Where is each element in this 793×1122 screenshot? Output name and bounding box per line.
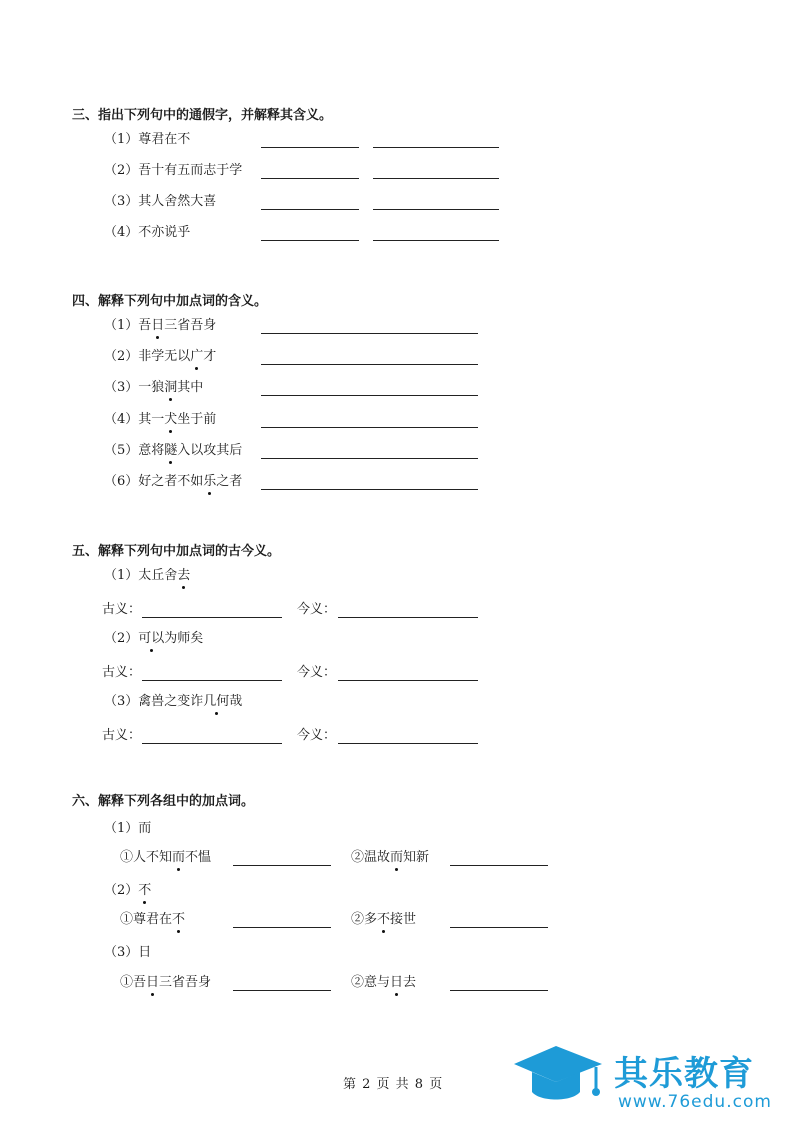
s5-gu-blank-2[interactable] — [142, 680, 282, 681]
s5-jin-blank-1[interactable] — [338, 617, 478, 618]
section-3-title: 三、指出下列句中的通假字，并解释其含义。 — [72, 108, 333, 123]
s3-blank-1b[interactable] — [373, 147, 499, 148]
s3-item-4: （4）不亦说乎 — [104, 225, 191, 240]
s4-item-4: （4）其一犬坐于前 — [104, 412, 217, 427]
logo-url: www.76edu.com — [618, 1092, 772, 1112]
section-4-title: 四、解释下列句中加点词的含义。 — [72, 294, 268, 309]
s6-g2-blank-a[interactable] — [233, 927, 331, 928]
s4-blank-6[interactable] — [261, 489, 478, 490]
dotted-word: 不 — [172, 912, 186, 927]
s4-blank-5[interactable] — [261, 458, 478, 459]
brand-logo — [510, 1040, 793, 1122]
s6-group-1-label: （1）而 — [104, 821, 152, 836]
dotted-word: 几何 — [203, 694, 230, 709]
jin-label: 今义： — [297, 728, 337, 743]
dotted-word: 隧 — [164, 443, 178, 458]
dotted-word: 而 — [172, 850, 186, 865]
s3-item-2: （2）吾十有五而志于学 — [104, 163, 243, 178]
gu-label: 古义： — [102, 728, 142, 743]
s6-g1-blank-b[interactable] — [450, 865, 548, 866]
dotted-word: 而 — [390, 850, 404, 865]
jin-label: 今义： — [297, 665, 337, 680]
s4-item-2: （2）非学无以广才 — [104, 349, 217, 364]
s6-g2-blank-b[interactable] — [450, 927, 548, 928]
dotted-word: 广 — [190, 349, 204, 364]
gu-label: 古义： — [102, 665, 142, 680]
s6-g2-b: ②多不接世 — [351, 912, 417, 927]
s6-g3-b: ②意与日去 — [351, 975, 417, 990]
dotted-word: 可以 — [138, 631, 165, 646]
section-5-title: 五、解释下列句中加点词的古今义。 — [72, 544, 281, 559]
s6-g1-blank-a[interactable] — [233, 865, 331, 866]
s5-item-2: （2）可以为师矣 — [104, 631, 204, 646]
s3-item-3: （3）其人舍然大喜 — [104, 194, 217, 209]
s5-item-3: （3）禽兽之变诈几何哉 — [104, 694, 243, 709]
s3-blank-2b[interactable] — [373, 178, 499, 179]
section-6-title: 六、解释下列各组中的加点词。 — [72, 794, 255, 809]
s6-g3-blank-a[interactable] — [233, 990, 331, 991]
s5-gu-blank-1[interactable] — [142, 617, 282, 618]
s3-blank-4b[interactable] — [373, 240, 499, 241]
page-footer: 第 2 页 共 8 页 — [343, 1077, 444, 1092]
dotted-word: 犬 — [164, 412, 178, 427]
s5-gu-blank-3[interactable] — [142, 743, 282, 744]
s6-g1-a: ①人不知而不愠 — [120, 850, 212, 865]
jin-label: 今义： — [297, 602, 337, 617]
dotted-word: 洞 — [164, 380, 178, 395]
s6-g3-blank-b[interactable] — [450, 990, 548, 991]
s6-group-3-label: （3）日 — [104, 945, 152, 960]
s3-blank-3a[interactable] — [261, 209, 359, 210]
s4-blank-4[interactable] — [261, 427, 478, 428]
s3-blank-4a[interactable] — [261, 240, 359, 241]
s3-blank-3b[interactable] — [373, 209, 499, 210]
s4-item-3: （3）一狼洞其中 — [104, 380, 204, 395]
s5-item-1: （1）太丘舍去 — [104, 568, 191, 583]
s6-g1-b: ②温故而知新 — [351, 850, 430, 865]
gu-label: 古义： — [102, 602, 142, 617]
dotted-word: 去 — [177, 568, 191, 583]
s3-blank-2a[interactable] — [261, 178, 359, 179]
s6-g3-a: ①吾日三省吾身 — [120, 975, 212, 990]
dotted-word: 日 — [151, 318, 165, 333]
s5-jin-blank-3[interactable] — [338, 743, 478, 744]
s3-blank-1a[interactable] — [261, 147, 359, 148]
s4-item-5: （5）意将隧入以攻其后 — [104, 443, 243, 458]
s3-item-1: （1）尊君在不 — [104, 132, 191, 147]
dotted-word: 不 — [138, 883, 152, 898]
dotted-word: 日 — [146, 975, 160, 990]
s4-blank-3[interactable] — [261, 395, 478, 396]
dotted-word: 不 — [377, 912, 391, 927]
s6-group-2-label: （2）不 — [104, 883, 152, 898]
dotted-word: 日 — [390, 975, 404, 990]
s4-item-6: （6）好之者不如乐之者 — [104, 474, 243, 489]
s4-blank-2[interactable] — [261, 364, 478, 365]
graduation-cap-icon — [510, 1040, 610, 1120]
dotted-word: 乐 — [203, 474, 217, 489]
s6-g2-a: ①尊君在不 — [120, 912, 186, 927]
s5-jin-blank-2[interactable] — [338, 680, 478, 681]
s4-blank-1[interactable] — [261, 333, 478, 334]
s4-item-1: （1）吾日三省吾身 — [104, 318, 217, 333]
logo-name: 其乐教育 — [614, 1054, 754, 1094]
